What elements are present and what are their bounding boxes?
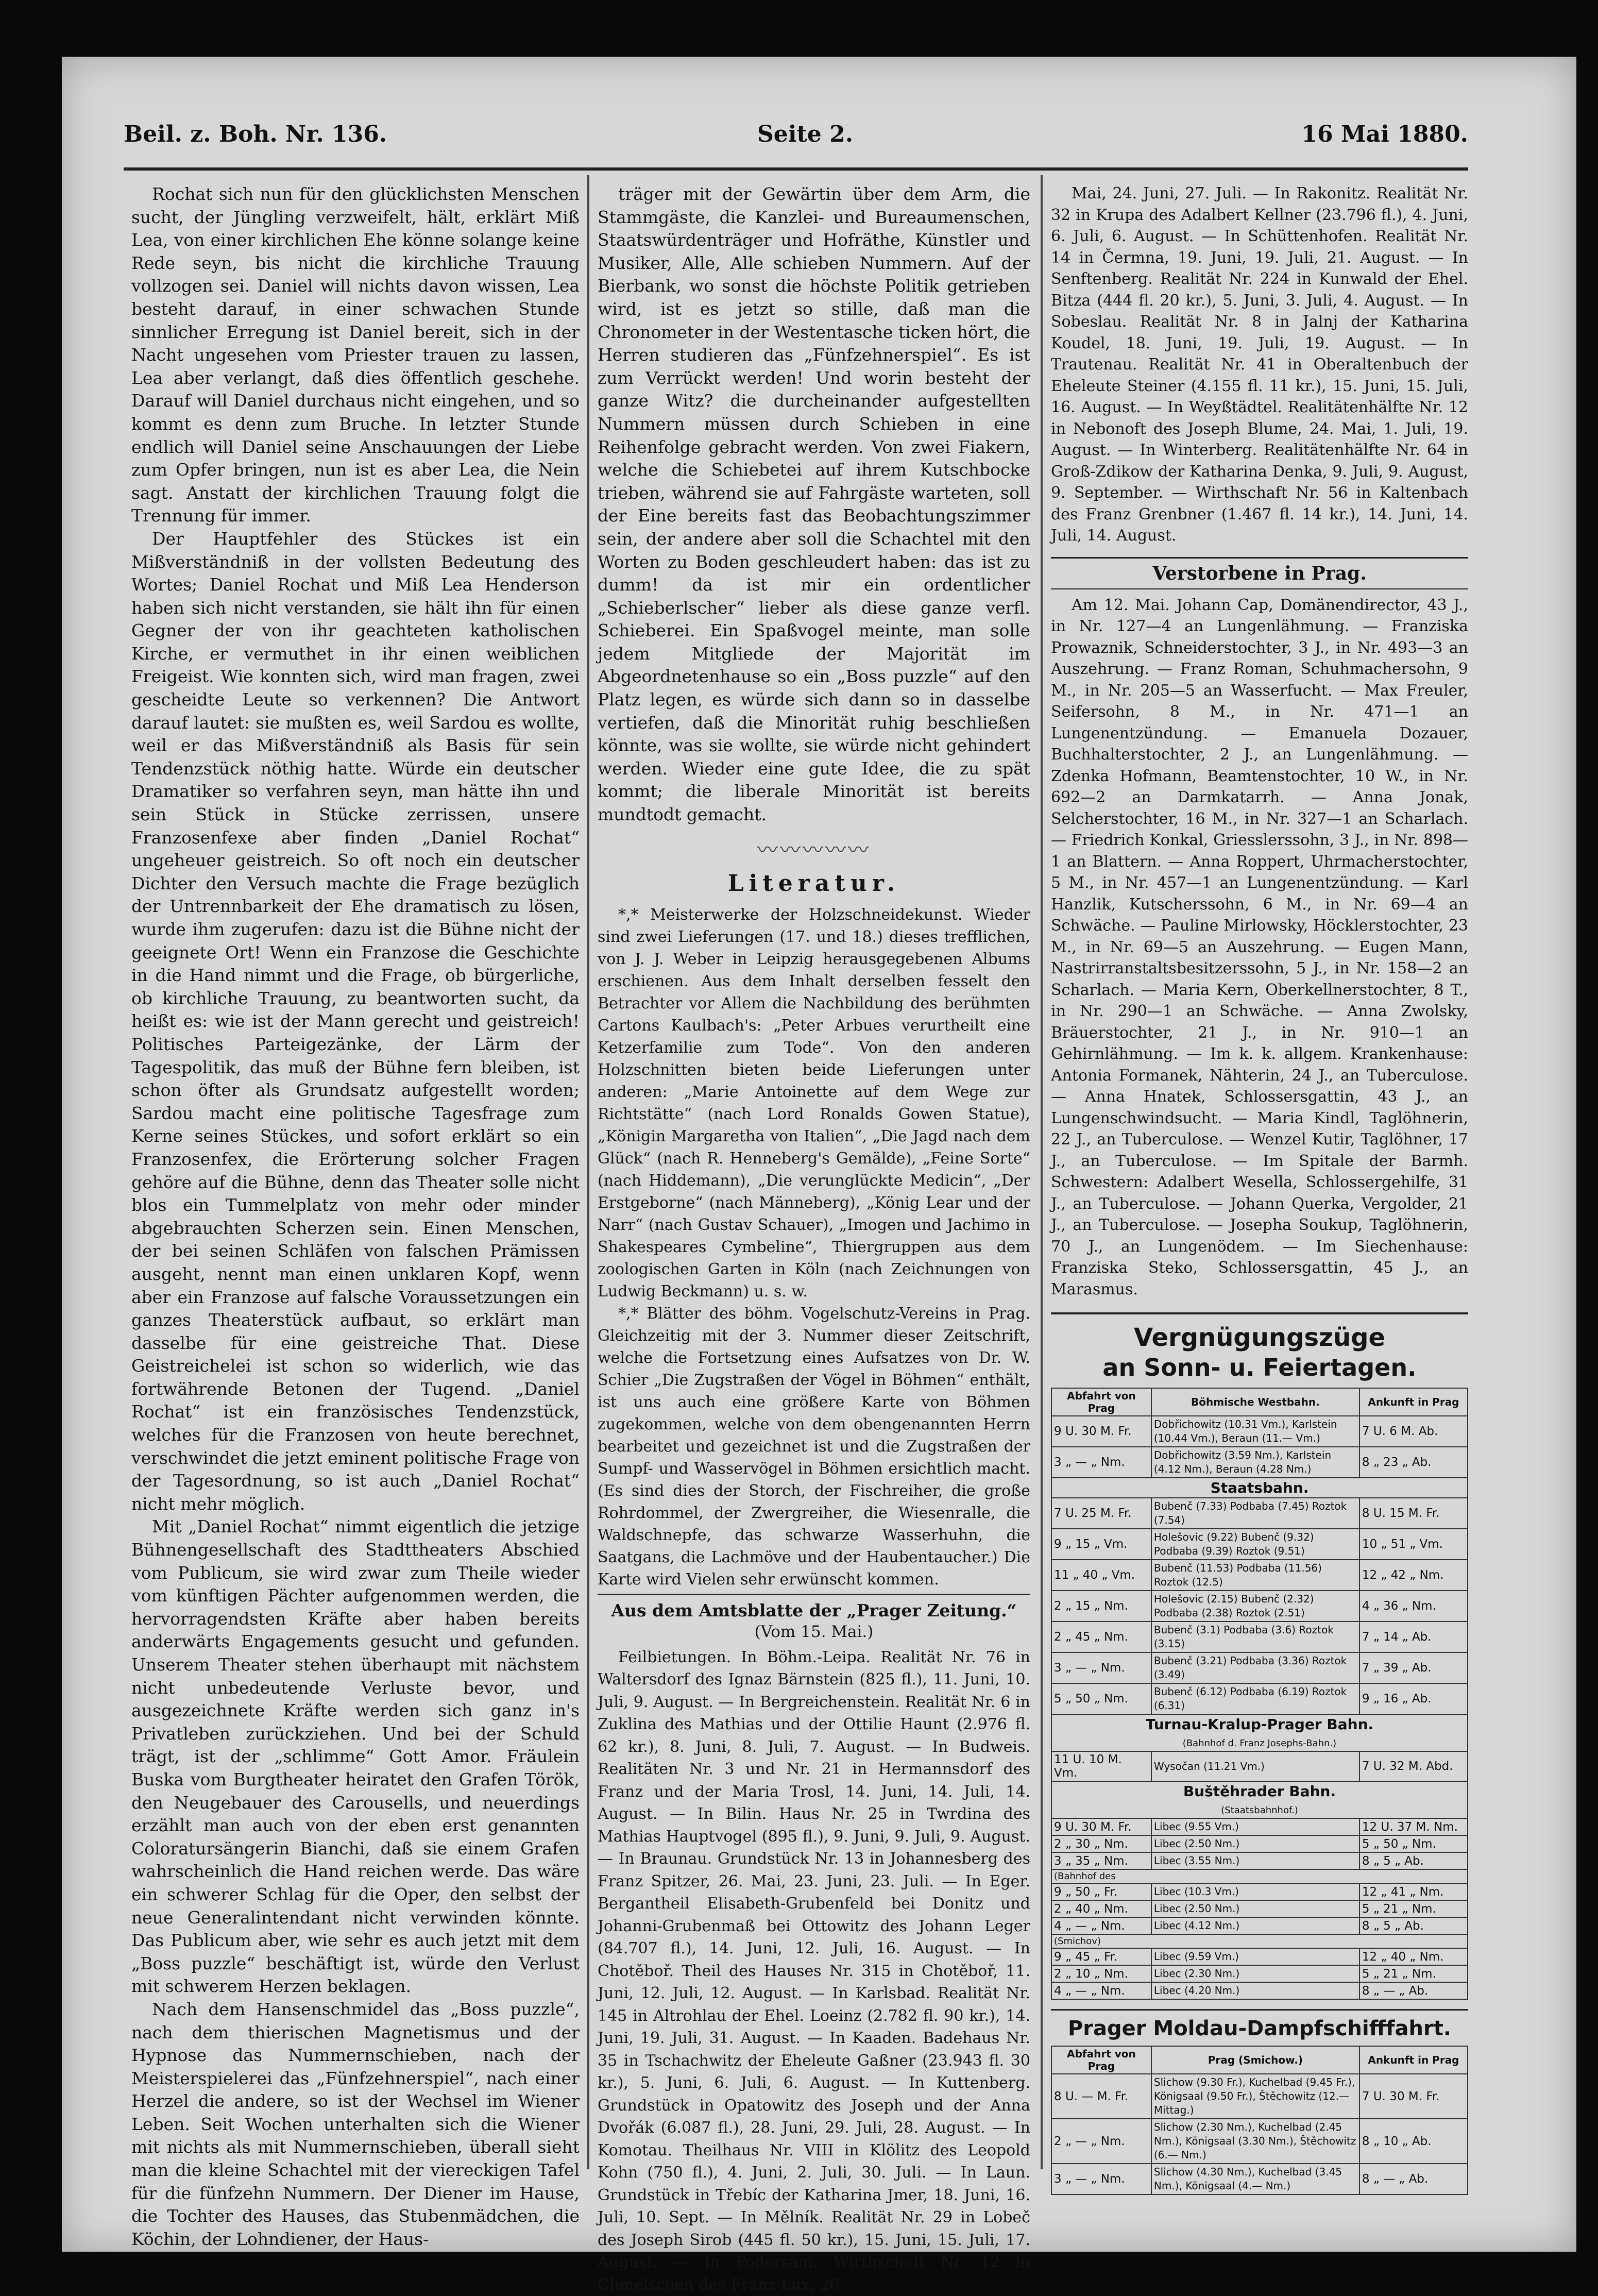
via-cell: Libec (9.59 Vm.) (1151, 1948, 1359, 1965)
steamship-timetable (1051, 2046, 1468, 2195)
arr-cell: 5 „ 21 „ Nm. (1359, 1965, 1468, 1982)
via-cell: Libec (2.30 Nm.) (1151, 1965, 1359, 1982)
literatur-item: *,* Meisterwerke der Holzschneidekunst. Wieder sind zwei Lieferungen (17. und 18.) dieses trefflichen, von J. J. Weber in Leipzig herausgegebenen Albums erschienen. Aus dem Inhalt derselben fesselt den Betrachter vor Allem die Nachbildung des berühmten Cartons Kaulbach's: „Peter Arbues verurtheilt eine Ketzerfamilie zum Tode“. Von den anderen Holzschnitten bieten beide Lieferungen unter anderen: „Marie Antoinette auf dem Wege zur Richtstätte“ (nach Lord Ronalds Gowen Statue), „Königin Margaretha von Italien“, „Die Jagd nach dem Glück“ (nach R. Henneberg's Gemälde), „Feine Sorte“ (nach Hiddemann), „Die verunglückte Medicin“, „Der Erstgeborne“ (nach Männeberg), „König Lear und der Narr“ (nach Gustav Schauer), „Imogen und Jachimo in Shakespeares Cymbeline“, Thiergruppen aus dem zoologischen Garten in Köln (nach Zeichnungen von Ludwig Beckmann) u. s. w. (598, 905, 1030, 1301)
station-note: (Smichov) (1051, 1934, 1468, 1948)
dep-cell: 5 „ 50 „ Nm. (1051, 1683, 1151, 1714)
column-rule-1 (587, 175, 589, 2169)
dep-cell: 11 U. 10 M. Vm. (1051, 1751, 1151, 1781)
issue-date: 16 Mai 1880. (1301, 121, 1468, 147)
header-arrival: Ankunft in Prag (1359, 2046, 1468, 2074)
dep-cell: 9 U. 30 M. Fr. (1051, 1416, 1151, 1447)
dep-cell: 4 „ — „ Nm. (1051, 1982, 1151, 1999)
arr-cell: 8 „ 5 „ Ab. (1359, 1852, 1468, 1869)
table-row (1051, 1683, 1468, 1714)
column-feuilleton (131, 183, 580, 2249)
running-header (124, 121, 1468, 157)
arr-cell: 12 „ 40 „ Nm. (1359, 1948, 1468, 1965)
dep-cell: 7 U. 25 M. Fr. (1051, 1498, 1151, 1529)
dep-cell: 9 U. 30 M. Fr. (1051, 1818, 1151, 1835)
verstorbene-list: Am 12. Mai. Johann Cap, Domänendirector, 43 J., in Nr. 127—4 an Lungenlähmung. — Franziska Prowaznik, Schneiderstochter, 3 J., in Nr. 493—3 an Auszehrung. — Franz Roman, Schuhmachersohn, 9 M., in Nr. 205—5 an Wasserfucht. — Max Freuler, Seifersohn, 8 M., in Nr. 471—1 an Lungenentzündung. — Emanuela Dozauer, Buchhalterstochter, 2 J., an Lungenlähmung. — Zdenka Hofmann, Beamtenstochter, 10 W., in Nr. 692—2 an Darmkatarrh. — Anna Jonak, Selcherstochter, 16 M., in Nr. 327—1 an Scharlach. — Friedrich Konkal, Griesslerssohn, 3 J., in Nr. 898—1 an Blattern. — Anna Roppert, Uhrmacherstochter, 5 M., in Nr. 457—1 an Lungenentzündung. — Karl Hanzlik, Kutscherssohn, 6 M., in Nr. 69—4 an Schwäche. — Pauline Mirlowsky, Höcklerstochter, 23 M., in Nr. 69—5 an Auszehrung. — Eugen Mann, Nastrirranstaltsbesitzerssohn, 5 J., in Nr. 158—2 an Scharlach. — Maria Kern, Oberkellnerstochter, 8 T., in Nr. 290—1 an Schwäche. — Anna Zwolsky, Bräuerstochter, 21 J., in Nr. 910—1 an Gehirnlähmung. — Im k. k. allgem. Krankenhause: Antonia Formanek, Nähterin, 24 J., an Tuberculose. — Anna Hnatek, Schlossersgattin, 43 J., an Lungenschwindsucht. — Maria Kindl, Taglöhnerin, 22 J., an Tuberculose. — Wenzel Kutir, Taglöhner, 17 J., an Tuberculose. — Im Spitale der Barmh. Schwestern: Adalbert Wesella, Schlossergehilfe, 31 J., an Tuberculose. — Johann Querka, Vergolder, 21 J., an Tuberculose. — Josepha Soukup, Taglöhnerin, 70 J., an Lungenödem. — Im Siechenhause: Franziska Steko, Schlossersgattin, 45 J., an Marasmus. (1051, 596, 1468, 1298)
dep-cell: 9 „ 15 „ Vm. (1051, 1529, 1151, 1560)
column-middle (598, 183, 1030, 2294)
via-cell: Bubenč (7.33) Podbaba (7.45) Roztok (7.54) (1151, 1498, 1359, 1529)
via-cell: Bubenč (6.12) Podbaba (6.19) Roztok (6.31) (1151, 1683, 1359, 1714)
via-cell: Libec (2.50 Nm.) (1151, 1835, 1359, 1852)
table-row (1051, 1965, 1468, 1982)
table-row (1051, 1917, 1468, 1934)
arr-cell: 7 „ 39 „ Ab. (1359, 1652, 1468, 1683)
literatur-item: *,* Blätter des böhm. Vogelschutz-Vereins in Prag. Gleichzeitig mit der 3. Nummer dieser Zeitschrift, welche die Fortsetzung eines Aufsatzes von Dr. W. Schier „Die Zugstraßen der Vögel in Böhmen“ enthält, ist uns auch eine größere Karte von Böhmen zugekommen, welche von dem obengenannten Herrn bearbeitet und gezeichnet ist und die Zugstraßen der Sumpf- und Wasservögel in Böhmen ersichtlich macht. (Es sind dies der Storch, der Fischreiher, die große Rohrdommel, der Zwergreiher, die Wiesenralle, die Waldschnepfe, das schwarze Wasserhuhn, die Saatgans, die Lachmöve und der Haubentaucher.) Die Karte wird Vielen sehr erwünscht kommen. (598, 1304, 1030, 1589)
line-name: Staatsbahn. (1051, 1478, 1468, 1498)
table-row (1051, 1447, 1468, 1478)
dep-cell: 9 „ 45 „ Fr. (1051, 1948, 1151, 1965)
paragraph: Mit „Daniel Rochat“ nimmt eigentlich die jetzige Bühnengesellschaft des Stadttheaters Abschied vom Publicum, sie wird zwar zum Theile wieder vom künftigen Pächter aufgenommen werden, die hervorragendsten Kräfte aber haben bereits anderwärts Engagements gesucht und gefunden. Unserem Theater stehen überhaupt mit nächstem nicht unbedeutende Verluste bevor, und ausgezeichnete Kräfte werden sich ganz in's Privatleben zurückziehen. Und bei der Schuld trägt, ist der „schlimme“ Gott Amor. Fräulein Buska vom Burgtheater heiratet den Grafen Török, den Neugebauer des Carousells, und neuerdings erzählt man auch von der eben erst genannten Coloratursängerin Bianchi, daß sie einem Grafen wahrscheinlich die Hand reichen werde. Das wäre ein schwerer Schlag für die Oper, den selbst der neue Generalintendant nicht verwinden könnte. Das Publicum aber, wie sehr es auch jetzt mit dem „Boss puzzle“ beschäftigt ist, würde den Verlust mit schwerem Herzen beklagen. (131, 1516, 580, 1997)
table-row (1051, 1416, 1468, 1447)
dep-cell: 11 „ 40 „ Vm. (1051, 1560, 1151, 1591)
literatur-heading: Literatur. (727, 870, 900, 897)
via-cell: Slichow (9.30 Fr.), Kuchelbad (9.45 Fr.), Königsaal (9.50 Fr.), Štěchowitz (12.— Mittag.) (1151, 2074, 1359, 2119)
header-departure: Abfahrt von Prag (1051, 2046, 1151, 2074)
paragraph: Mai, 24. Juni, 27. Juli. — In Rakonitz. Realität Nr. 32 in Krupa des Adalbert Kellner (23.796 fl.), 4. Juni, 6. Juli, 6. August. — In Schüttenhofen. Realität Nr. 14 in Čermna, 19. Juni, 19. Juli, 21. August. — In Senftenberg. Realität Nr. 224 in Kunwald der Ehel. Bitza (444 fl. 20 kr.), 5. Juni, 3. Juli, 4. August. — In Sobeslau. Realität Nr. 8 in Jalnj der Katharina Koudel, 18. Juni, 19. Juli, 19. August. — In Trautenau. Realität Nr. 41 in Oberaltenbuch der Eheleute Steiner (4.155 fl. 11 kr.), 15. Juni, 15. Juli, 16. August. — In Weyßtädtel. Realitätenhälfte Nr. 12 in Nebonoft des Joseph Blume, 24. Mai, 1. Juli, 19. August. — In Winterberg. Realitätenhälfte Nr. 64 in Groß-Zdikow der Katharina Denka, 9. Juli, 9. August, 9. September. — Wirthschaft Nr. 56 in Kaltenbach des Franz Grenbner (1.467 fl. 14 kr.), 14. Juni, 14. Juli, 14. August. (1051, 184, 1468, 545)
arr-cell: 7 U. 30 M. Fr. (1359, 2074, 1468, 2119)
via-cell: Libec (2.50 Nm.) (1151, 1900, 1359, 1917)
header-line: Prag (Smichow.) (1151, 2046, 1359, 2074)
excursion-trains-box (1051, 1312, 1468, 2195)
column-rule-2 (1041, 175, 1043, 2169)
table-row (1051, 2074, 1468, 2119)
table-header-row (1051, 1388, 1468, 1416)
timetable (1051, 1388, 1468, 2000)
dep-cell: 3 „ — „ Nm. (1051, 2164, 1151, 2194)
ornament-divider: 〰〰〰〰〰 (757, 838, 871, 862)
via-cell: Bubenč (11.53) Podbaba (11.56) Roztok (12.5) (1151, 1560, 1359, 1591)
dep-cell: 3 „ — „ Nm. (1051, 1652, 1151, 1683)
arr-cell: 12 „ 42 „ Nm. (1359, 1560, 1468, 1591)
table-row (1051, 1818, 1468, 1835)
page-number: Seite 2. (757, 121, 854, 147)
arr-cell: 8 „ 23 „ Ab. (1359, 1447, 1468, 1478)
dep-cell: 8 U. — M. Fr. (1051, 2074, 1151, 2119)
table-row (1051, 1622, 1468, 1652)
excursion-title: Vergnügungszüge (1133, 1323, 1386, 1352)
line-header-row (1051, 1714, 1468, 1751)
header-departure: Abfahrt von Prag (1051, 1388, 1151, 1416)
via-cell: Dobřichowitz (3.59 Nm.), Karlstein (4.12 Nm.), Beraun (4.28 Nm.) (1151, 1447, 1359, 1478)
paragraph: Nach dem Hansenschmidel das „Boss puzzle“, nach dem thierischen Magnetismus und der Hypnose das Nummernschieben, nach der Meisterspielerei das „Fünfzehnerspiel“, nach einer Herzel die andere, so ist der Wechsel im Wiener Leben. Seit Wochen unterhalten sich die Wiener mit nichts als mit Nummernschieben, überall sieht man die kleine Schachtel mit der viereckigen Tafel für die fünfzehn Nummern. Der Diener im Hause, die Tochter des Hauses, das Stubenmädchen, die Köchin, der Lohndiener, der Haus- (131, 1999, 580, 2249)
dep-cell: 2 „ 45 „ Nm. (1051, 1622, 1151, 1652)
arr-cell: 12 „ 41 „ Nm. (1359, 1883, 1468, 1900)
arr-cell: 4 „ 36 „ Nm. (1359, 1591, 1468, 1622)
arr-cell: 7 U. 6 M. Ab. (1359, 1416, 1468, 1447)
dep-cell: 4 „ — „ Nm. (1051, 1917, 1151, 1934)
issue-label: Beil. z. Boh. Nr. 136. (124, 121, 387, 147)
via-cell: Bubenč (3.21) Podbaba (3.36) Roztok (3.49) (1151, 1652, 1359, 1683)
table-row (1051, 2119, 1468, 2164)
paragraph: Rochat sich nun für den glücklichsten Menschen sucht, der Jüngling verzweifelt, hält, erklärt Miß Lea, von einer kirchlichen Ehe könne solange keine Rede seyn, bis nicht die kirchliche Trauung vollzogen sei. Daniel will nichts davon wissen, Lea besteht darauf, in einer schwachen Stunde sinnlicher Erregung ist Daniel bereit, sich in der Nacht ungesehen vom Priester trauen zu lassen, Lea aber verlangt, daß dies öffentlich geschehe. Darauf will Daniel durchaus nicht eingehen, und so kommt es denn zum Bruche. In letzter Stunde endlich will Daniel seine Anschauungen der Liebe zum Opfer bringen, nun ist es aber Lea, die Nein sagt. Anstatt der kirchlichen Trauung folgt die Trennung für immer. (131, 184, 580, 526)
amtsblatt-heading: Aus dem Amtsblatte der „Prager Zeitung.“ (598, 1594, 1030, 1620)
excursion-subtitle: an Sonn- u. Feiertagen. (1102, 1354, 1417, 1381)
table-header-row (1051, 2046, 1468, 2074)
header-line: Böhmische Westbahn. (1151, 1388, 1359, 1416)
table-row (1051, 1751, 1468, 1781)
verstorbene-heading: Verstorbene in Prag. (1051, 557, 1468, 589)
arr-cell: 10 „ 51 „ Vm. (1359, 1529, 1468, 1560)
table-row (1051, 1982, 1468, 1999)
header-arrival: Ankunft in Prag (1359, 1388, 1468, 1416)
line-name (1051, 1714, 1468, 1751)
via-cell: Holešovic (2.15) Bubenč (2.32) Podbaba (2.38) Roztok (2.51) (1151, 1591, 1359, 1622)
table-row (1051, 1529, 1468, 1560)
via-cell: Libec (4.12 Nm.) (1151, 1917, 1359, 1934)
column-right (1051, 183, 1468, 2192)
via-cell: Libec (4.20 Nm.) (1151, 1982, 1359, 1999)
dep-cell: 3 „ 35 „ Nm. (1051, 1852, 1151, 1869)
table-row (1051, 1560, 1468, 1591)
line-header-row (1051, 1478, 1468, 1498)
arr-cell: 8 „ — „ Ab. (1359, 1982, 1468, 1999)
via-cell: Libec (9.55 Vm.) (1151, 1818, 1359, 1835)
arr-cell: 7 „ 14 „ Ab. (1359, 1622, 1468, 1652)
table-row (1051, 1934, 1468, 1948)
arr-cell: 9 „ 16 „ Ab. (1359, 1683, 1468, 1714)
via-cell: Holešovic (9.22) Bubenč (9.32) Podbaba (9.39) Roztok (9.51) (1151, 1529, 1359, 1560)
arr-cell: 5 „ 21 „ Nm. (1359, 1900, 1468, 1917)
paragraph: Der Hauptfehler des Stückes ist ein Mißverständniß in der vollsten Bedeutung des Wortes; Daniel Rochat und Miß Lea Henderson haben sich nicht verstanden, sie hält ihn für einen Gegner der von ihr geachteten katholischen Kirche, er vermuthet in ihr einen weiblichen Freigeist. Wie konnten sich, wird man fragen, zwei gescheidte Leute so verkennen? Die Antwort darauf lautet: sie mußten es, weil Sardou es wollte, weil er das Mißverständniß als Basis für sein Tendenzstück nöthig hatte. Würde ein deutscher Dramatiker so verfahren seyn, man hätte ihn und sein Stück in Stücke zerrissen, unsere Franzosenfexe aber finden „Daniel Rochat“ ungeheuer geistreich. So oft noch ein deutscher Dichter den Versuch machte die Frage bezüglich der Untrennbarkeit der Ehe dramatisch zu lösen, wurde ihm zugerufen: dazu ist die Bühne nicht der geeignete Ort! Wenn ein Franzose die Geschichte in die Hand nimmt und die Frage, ob bürgerliche, ob kirchliche Trauung, zu beantworten sucht, da heißt es: wie ist der Mann gerecht und geistreich! Politisches Parteigezänke, der Lärm der Tagespolitik, das muß der Bühne fern bleiben, ist schon öfter als Grundsatz aufgestellt worden; Sardou macht eine politische Tagesfrage zum Kerne seines Stückes, und sofort erklärt so ein Franzosenfex, die Erörterung solcher Fragen gehöre auf die Bühne, denn das Theater solle nicht blos ein Tummelplatz von mehr oder minder abgebrauchten Scherzen sein. Einen Menschen, der bei seinen Schläfen von falschen Prämissen ausgeht, nennt man einen unklaren Kopf, wenn aber ein Franzose auf falsche Voraussetzungen ein ganzes Theaterstück aufbaut, so erklärt man dasselbe für eine geistreiche That. Diese Geistreichelei ist schon so widerlich, wie das fortwährende Betonen der Tugend. „Daniel Rochat“ ist ein französisches Tendenzstück, welches für die Franzosen von heute berechnet, verschwindet die jetzt eminent politische Frage von der Tagesordnung, so ist auch „Daniel Rochat“ nicht mehr möglich. (131, 528, 580, 1514)
table-row (1051, 1869, 1468, 1883)
paragraph: träger mit der Gewärtin über dem Arm, die Stammgäste, die Kanzlei- und Bureaumenschen, Staatswürdenträger und Hofräthe, Künstler und Musiker, Alle, Alle schieben Nummern. Auf der Bierbank, wo sonst die höchste Politik getrieben wird, ist es jetzt so stille, daß man die Chronometer in der Westentasche ticken hört, die Herren studieren das „Fünfzehnerspiel“. Es ist zum Verrückt werden! Und worin besteht der ganze Witz? die durcheinander aufgestellten Nummern müssen durch Schieben in eine Reihenfolge gebracht werden. Von zwei Fiakern, welche die Schiebetei auf ihrem Kutschbocke trieben, während sie auf Fahrgäste warteten, soll der Eine bereits fast das Beobachtungszimmer sein, der andere aber soll die Schachtel mit den Worten zu Boden geschleudert haben: das ist zu dumm! da ist mir ein ordentlicher „Schieberlscher“ lieber als diese ganze verfl. Schieberei. Ein Spaßvogel meinte, man solle jedem Mitgliede der Majorität im Abgeordnetenhause so ein „Boss puzzle“ auf den Platz legen, es würde sich dann so in dasselbe vertiefen, daß die Minorität ruhig beschließen könnte, was sie wollte, sie würde nicht gehindert werden. Wieder eine gute Idee, die zu spät kommt; die liberale Minorität ist bereits mundtodt gemacht. (598, 184, 1030, 825)
arr-cell: 8 U. 15 M. Fr. (1359, 1498, 1468, 1529)
arr-cell: 8 „ 5 „ Ab. (1359, 1917, 1468, 1934)
arr-cell: 8 „ 10 „ Ab. (1359, 2119, 1468, 2164)
literatur-section (598, 904, 1030, 1591)
table-row (1051, 2164, 1468, 2194)
dep-cell: 2 „ 15 „ Nm. (1051, 1591, 1151, 1622)
line-subtitle: (Staatsbahnhof.) (1221, 1805, 1298, 1816)
arr-cell: 5 „ 50 „ Nm. (1359, 1835, 1468, 1852)
line-header-row (1051, 1781, 1468, 1818)
dep-cell: 2 „ 10 „ Nm. (1051, 1965, 1151, 1982)
table-row (1051, 1948, 1468, 1965)
dep-cell: 9 „ 50 „ Fr. (1051, 1883, 1151, 1900)
line-title: Buštěhrader Bahn. (1183, 1783, 1336, 1800)
steamship-title: Prager Moldau-Dampfschifffahrt. (1051, 2009, 1468, 2040)
dep-cell: 2 „ 40 „ Nm. (1051, 1900, 1151, 1917)
via-cell: Slichow (4.30 Nm.), Kuchelbad (3.45 Nm.), Königsaal (4.— Nm.) (1151, 2164, 1359, 2194)
line-subtitle: (Bahnhof d. Franz Josephs-Bahn.) (1182, 1738, 1337, 1749)
arr-cell: 8 „ — „ Ab. (1359, 2164, 1468, 2194)
arr-cell: 7 U. 32 M. Abd. (1359, 1751, 1468, 1781)
dep-cell: 3 „ — „ Nm. (1051, 1447, 1151, 1478)
table-row (1051, 1835, 1468, 1852)
table-row (1051, 1498, 1468, 1529)
table-row (1051, 1652, 1468, 1683)
station-note: (Bahnhof des (1051, 1869, 1468, 1883)
amtsblatt-date: (Vom 15. Mai.) (754, 1622, 874, 1641)
table-row (1051, 1883, 1468, 1900)
via-cell: Slichow (2.30 Nm.), Kuchelbad (2.45 Nm.), Königsaal (3.30 Nm.), Štěchowitz (6.— Nm.) (1151, 2119, 1359, 2164)
line-title: Turnau-Kralup-Prager Bahn. (1145, 1716, 1374, 1733)
via-cell: Libec (3.55 Nm.) (1151, 1852, 1359, 1869)
table-row (1051, 1591, 1468, 1622)
line-name (1051, 1781, 1468, 1818)
amtsblatt-text: Feilbietungen. In Böhm.-Leipa. Realität Nr. 76 in Waltersdorf des Ignaz Bärnstein (825 fl.), 11. Juni, 10. Juli, 9. August. — In Bergreichenstein. Realität Nr. 6 in Zuklina des Mathias und der Ottilie Haunt (2.976 fl. 62 kr.), 8. Juni, 8. Juli, 7. August. — In Budweis. Realitäten Nr. 3 und Nr. 21 in Hermannsdorf des Franz und der Maria Trosl, 14. Juni, 14. Juli, 14. August. — In Bilin. Haus Nr. 25 in Twrdina des Mathias Hauptvogel (895 fl.), 9. Juni, 9. Juli, 9. August. — In Braunau. Grundstück Nr. 13 in Johannesberg des Franz Spitzer, 26. Mai, 23. Juni, 23. Juli. — In Eger. Bergantheil Elisabeth-Grubenfeld bei Donitz und Johanni-Grubenmaß bei Ottowitz des Johann Leger (84.707 fl.), 14. Juni, 12. Juli, 16. August. — In Chotěboř. Theil des Hauses Nr. 315 in Chotěboř, 11. Juni, 12. Juli, 12. August. — In Karlsbad. Realität Nr. 145 in Altrohlau der Ehel. Loeinz (2.782 fl. 90 kr.), 14. Juni, 19. Juli, 31. August. — In Kaaden. Badehaus Nr. 35 in Tschachwitz der Eheleute Gaßner (23.943 fl. 30 kr.), 5. Juni, 6. Juli, 6. August. — In Kuttenberg. Grundstück in Opatowitz des Joseph und der Anna Dvořák (6.087 fl.), 28. Juni, 29. Juli, 28. August. — In Komotau. Theilhaus Nr. VIII in Klölitz des Leopold Kohn (750 fl.), 4. Juni, 2. Juli, 30. Juli. — In Laun. Grundstück in Třebíc der Katharina Jmer, 18. Juni, 16. Juli, 10. Sept. — In Mělník. Realität Nr. 29 in Lobeč des Joseph Sirob (445 fl. 50 kr.), 15. Juni, 15. Juli, 17. August. — In Podersam. Wirthschaft Nr. 12 in Chmelschen des Franz Lux, 26. (598, 1648, 1030, 2294)
via-cell: Libec (10.3 Vm.) (1151, 1883, 1359, 1900)
table-row (1051, 1900, 1468, 1917)
dep-cell: 2 „ 30 „ Nm. (1051, 1835, 1151, 1852)
via-cell: Dobřichowitz (10.31 Vm.), Karlstein (10.44 Vm.), Beraun (11.— Vm.) (1151, 1416, 1359, 1447)
dep-cell: 2 „ — „ Nm. (1051, 2119, 1151, 2164)
table-row (1051, 1852, 1468, 1869)
via-cell: Wysočan (11.21 Vm.) (1151, 1751, 1359, 1781)
header-rule (124, 167, 1468, 171)
via-cell: Bubenč (3.1) Podbaba (3.6) Roztok (3.15) (1151, 1622, 1359, 1652)
arr-cell: 12 U. 37 M. Nm. (1359, 1818, 1468, 1835)
amtsblatt-section (598, 1646, 1030, 2296)
